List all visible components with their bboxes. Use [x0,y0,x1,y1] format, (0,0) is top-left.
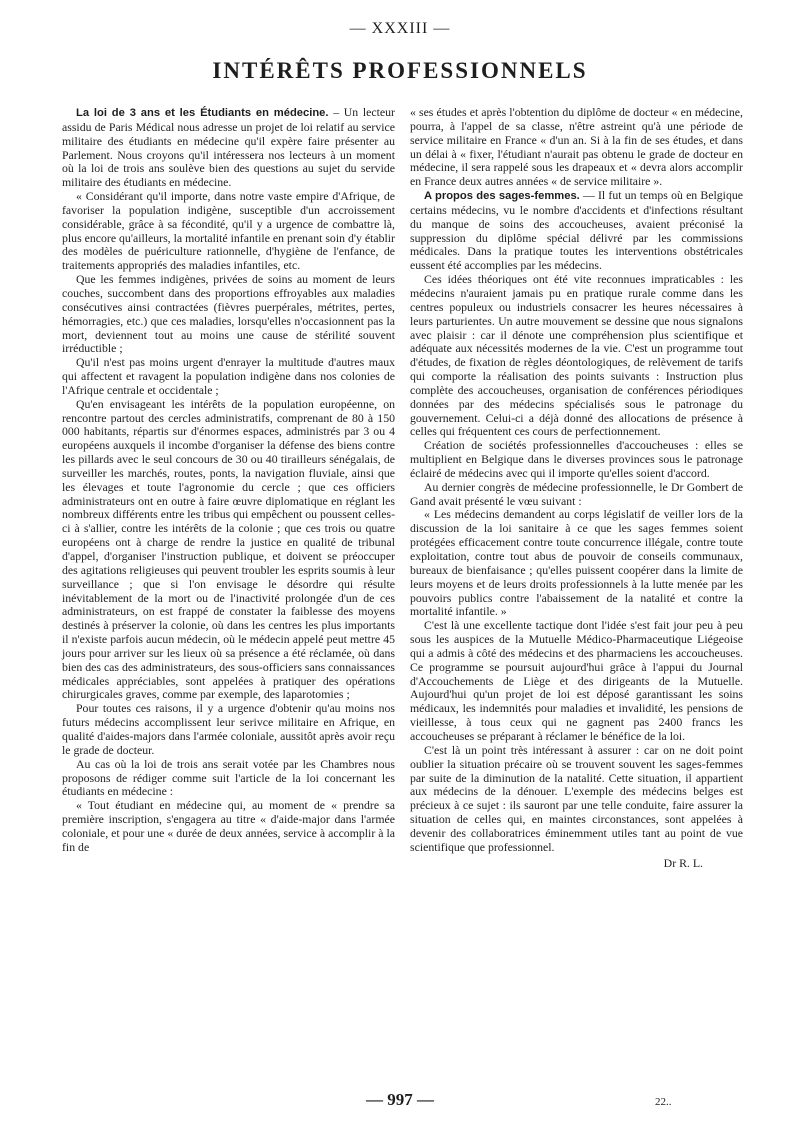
paragraph-text: – Un lecteur assidu de Paris Médical nous adresse un projet de loi relatif au service militaire des étudiants en médecine qu'il expère faire présenter au Parlement. Nous croyons qu'il intéressera nos lecteurs à un moment où la loi de trois ans soulève bien des questions au sujet du servide militaire des étudiants en médecine. [62,105,395,190]
paragraph [62,273,395,356]
paragraph [410,619,743,744]
paragraph [410,481,743,509]
paragraph [62,106,395,190]
sheet-mark: 22.. [655,1096,672,1108]
paragraph [410,508,743,619]
paragraph [410,106,743,189]
paragraph-text: Au dernier congrès de médecine professionnelle, le Dr Gombert de Gand avait présenté le vœu suivant : [410,479,743,508]
paragraph [62,758,395,800]
paragraph-text: Qu'en envisageant les intérêts de la population européenne, on rencontre partout des cercles administratifs, comprenant de 80 à 150 000 habitants, répartis sur d'énormes espaces, administrés par 3 ou 4 européens auxquels il incombe d'organiser la défense des biens contre les pillards avec le seul concours de 30 ou 40 tirailleurs sénégalais, de surveiller les marchés, routes, ponts, la navigation fluviale, ainsi que les élevages et toute l'agronomie du cercle ; que ces officiers administrateurs ont en outre à faire œuvre diplomatique en réglant les nombreux différents entre les tribus qui empêchent ou poussent celles-ci à s'allier, contre les intérêts de la colonie ; que ces trois ou quatre européens ont à charge de rendre la justice en qualité de tribunal d'appel, d'organiser l'instruction publique, et doivent se préoccuper des agitations religieuses qui peuvent troubler les esprits soumis à leur surveillance ; que si l'on envisage le désordre qui résulte inévitablement de la mort ou de l'inactivité prolongée d'un de ces administrateurs, on est frappé de constater la faiblesse des moyens destinés à préserver la colonie, où dans les centres les plus importants il n'existe parfois aucun médecin, où le médecin appelé peut mettre 45 jours pour arriver sur les lieux où sa présence a été réclamée, où dans bien des cas des administrateurs, des sous-officiers sans connaissances médicales appréciables, sont appelées à pratiquer des opérations chirurgicales graves, comme par exemple, des laparotomies ; [62,396,395,702]
paragraph-text: Ces idées théoriques ont été vite reconnues impraticables : les médecins n'auraient jamais pu en pratique rurale comme dans les centres populeux ou industriels consacrer les heures nécessaires à leurs parturientes. Un autre mouvement se dessine que nous signalons avec plaisir : car il dénote une compréhension plus scientifique et adéquate aux nécessités modernes de la vie. C'est un programme tout d'études, de fixation de règles déontologiques, de relèvement de tarifs qui comporte la réalisation des points suivants : Instruction plus complète des accoucheuses, organisation de conférences périodiques données par des médecins spécialisés sous le patronage du gouvernement. Celui-ci a déjà donné des allocations de présence à celles qui fréquentent ces cours de perfectionnement. [410,272,743,439]
section-lead-heading: A propos des sages-femmes. [424,190,580,203]
paragraph-text: Création de sociétés professionnelles d'accoucheuses : elles se multiplient en Belgique dans le diverses provinces sous le patronage éclairé de médecins avec qui il importe qu'elles soient d'accord. [410,438,743,480]
paragraph [62,702,395,757]
paragraph [62,190,395,273]
paragraph-text: Pour toutes ces raisons, il y a urgence d'obtenir qu'au moins nos futurs médecins accomplissent leur serivce militaire en Afrique, en qualité d'aides-majors dans l'armée coloniale, aussitôt après avoir reçu le grade de docteur. [62,701,395,757]
paragraph [410,439,743,481]
paragraph-text: Au cas où la loi de trois ans serait votée par les Chambres nous proposons de rédiger comme suit l'article de la loi concernant les étudiants en médecine : [62,756,395,799]
author-signature: Dr R. L. [663,855,703,870]
paragraph-text: « Tout étudiant en médecine qui, au moment de « prendre sa première inscription, s'engagera au titre « d'aide-major dans l'armée coloniale, et pour une « durée de deux années, service à accomplir à la fin de [62,798,395,854]
paragraph-text: C'est là une excellente tactique dont l'idée s'est fait jour peu à peu sous les auspices de la Mutuelle Médico-Pharmaceutique Liégeoise qui a admis à côté des médecins et des pharmaciens les accoucheuses. Ce programme se poursuit aujourd'hui grâce à l'appui du Journal d'Accouchements de Liège et des dirigeants de la Mutuelle. Aujourd'hui qu'un projet de loi est déposé garantissant les soins médicaux, les indemnités pour maladies et invalidité, les pensions de vieillesse, à tous ceux qui ne gagnent pas 2400 francs les accoucheuses se préparant à réclamer le bénéfice de la loi. [410,618,743,743]
paragraph [62,799,395,854]
paragraph-text: « Considérant qu'il importe, dans notre vaste empire d'Afrique, de favoriser la population indigène, susceptible d'un accroissement considérable, grâce à sa fécondité, qu'il y a urgence de combattre là, plus encore qu'ailleurs, la mortalité infantile en prenant soin d'y établir des modèles de puériculture rationnelle, d'hygiène de l'enfance, de traitements appropriés des maladies infantiles, etc. [62,189,395,273]
paragraph-text: — Il fut un temps où en Belgique certains médecins, vu le nombre d'accidents et d'infections résultant du manque de soins des accoucheuses, avaient préconisé la suppression du diplôme spécial délivré par les commissions médicales. Dans la pratique toutes les interventions obstétricales eussent été accomplies par les médecins. [410,188,743,273]
page-title: INTÉRÊTS PROFESSIONNELS [212,58,588,83]
paragraph-text: Qu'il n'est pas moins urgent d'enrayer la multitude d'autres maux qui affectent et ravagent la population indigène dans nos colonies de l'Afrique centrale et occidentale ; [62,355,395,397]
page-header-roman-numeral: — XXXIII — [349,20,451,37]
paragraph-text: « Les médecins demandent au corps législatif de veiller lors de la discussion de la loi sanitaire à ce que les sages femmes soient protégées efficacement contre toute concurrence illégale, contre toute exploitation, contre tout abus de pouvoir de conseils communaux, bureaux de bienfaisance ; qu'elles puissent coopérer dans la limite de leurs moyens et de leurs droits professionnels à la lutte menée par les pouvoirs publics contre l'abaissement de la natalité et contre la mortalité infantile. » [410,507,743,619]
section-lead-heading: La loi de 3 ans et les Étudiants en médecine. [76,107,329,119]
right-column [410,106,743,870]
paragraph-text: C'est là un point très intéressant à assurer : car on ne doit point oublier la situation précaire où se trouvent souvent les sages-femmes par suite de la diminution de la natalité. Cette situation, il appartient aux médecins de la dénouer. L'exemple des médecins belges est précieux à ce sujet : ils sauront par une telle conduite, faire assurer la situation de celles qui, en maintes circonstances, sont appelées à devenir des collaboratrices éminemment utiles tant au point de vue scientifique que professionnel. [410,742,743,854]
page-number: — 997 — [366,1090,434,1109]
paragraph [410,744,743,855]
paragraph-text: « ses études et après l'obtention du diplôme de docteur « en médecine, pourra, à l'appel de sa classe, n'être astreint qu'à une période de service militaire en France « d'un an. Si à la fin de ses études, et dans un délai à « fixer, l'étudiant n'aurait pas obtenu le grade de docteur en médecine, il sera rappelé sous les drapeaux et « devra alors accomplir en France deux autres années « de service militaire ». [410,105,743,189]
paragraph-text: Que les femmes indigènes, privées de soins au moment de leurs couches, succombent dans des proportions effroyables aux maladies consécutives ainsi contractées (fièvres puerpérales, métrites, pertes, hémorragies, etc.) que ces maladies, lorsqu'elles n'occasionnent pas la mort, deviennent tout au moins une cause de stérilité souvent irréductible ; [62,272,395,356]
paragraph [410,273,743,439]
left-column [62,106,395,855]
paragraph [62,356,395,398]
paragraph [410,189,743,273]
paragraph [62,398,395,703]
